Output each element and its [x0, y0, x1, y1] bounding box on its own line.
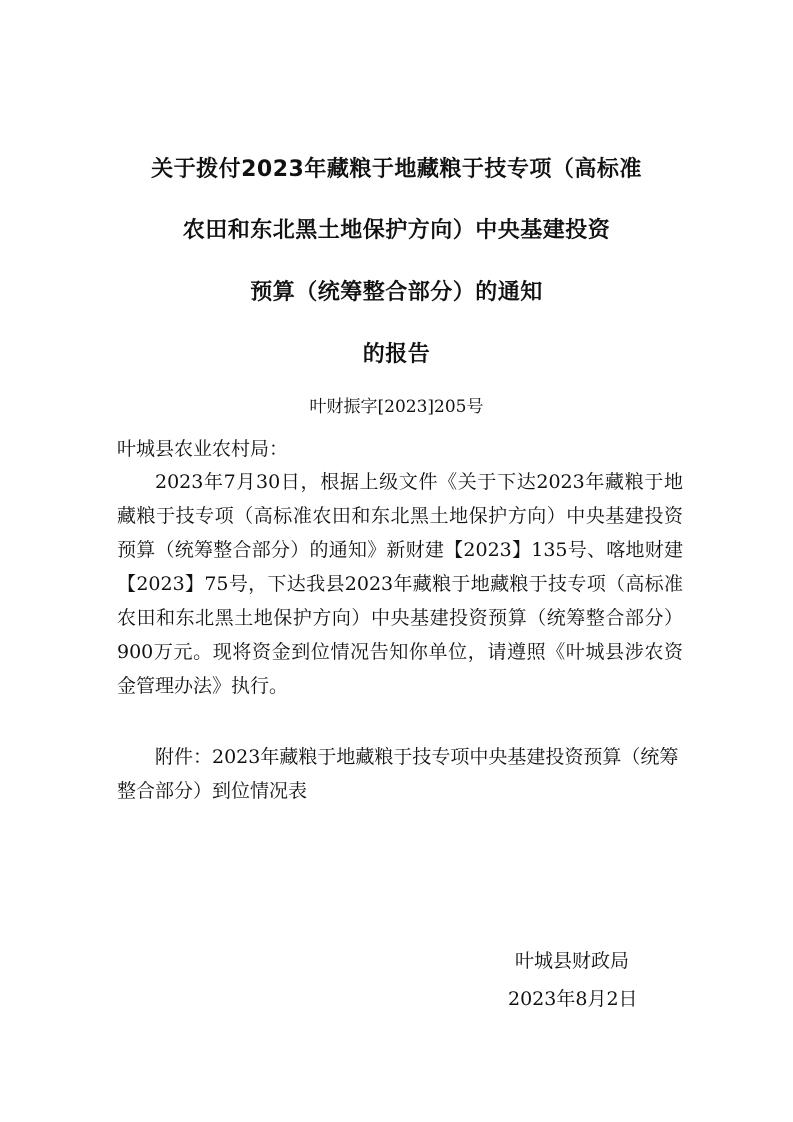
title-line-3: 预算（统筹整合部分）的通知	[250, 280, 543, 305]
body-paragraph: 2023年7月30日，根据上级文件《关于下达2023年藏粮于地藏粮于技专项（高标准农田和东北黑土地保护方向）中央基建投资预算（统筹整合部分）的通知》新财建【2023】135号、喀地财建【2023】75号，下达我县2023年藏粮于地藏粮于技专项（高标准农田和东北黑土地保护方向）中央基建投资预算（统筹整合部分）900万元。现将资金到位情况告知你单位，请遵照《叶城县涉农资金管理办法》执行。	[117, 471, 683, 697]
title-line-4: 的报告	[362, 342, 431, 367]
signature-date: 2023年8月2日	[508, 988, 638, 1010]
signature-organization: 叶城县财政局	[515, 950, 630, 972]
attachment-note: 附件：2023年藏粮于地藏粮于技专项中央基建投资预算（统筹整合部分）到位情况表	[117, 746, 679, 802]
title-line-1: 关于拨付2023年藏粮于地藏粮于技专项（高标准	[151, 157, 642, 182]
document-number: 叶财振字[2023]205号	[309, 397, 484, 417]
title-line-2: 农田和东北黑土地保护方向）中央基建投资	[182, 218, 611, 243]
recipient: 叶城县农业农村局：	[117, 438, 289, 460]
